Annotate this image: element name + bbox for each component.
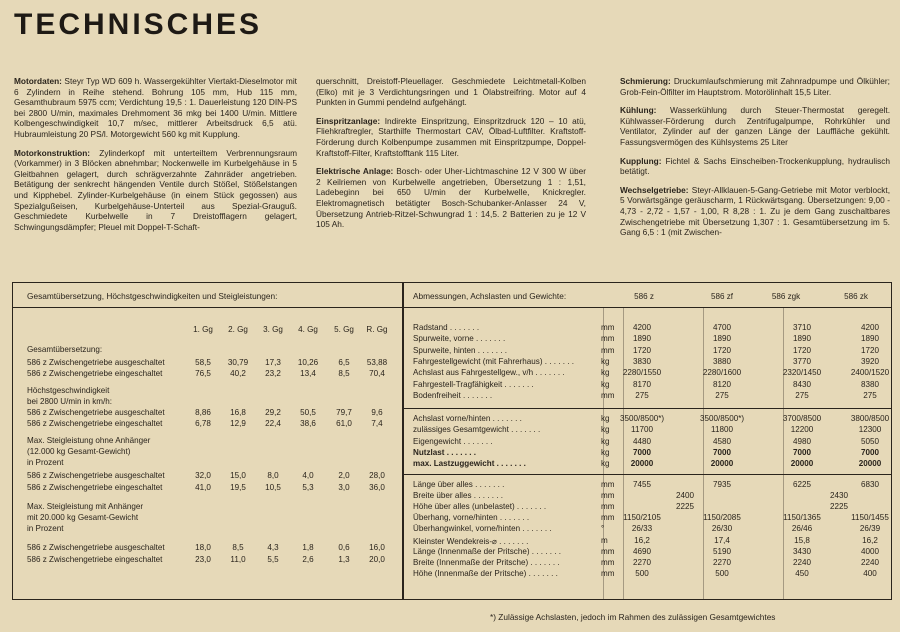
right-cell: 1150/2085 bbox=[703, 513, 741, 523]
right-cell: 1890 bbox=[860, 334, 879, 344]
left-cell: 7,4 bbox=[371, 419, 383, 428]
right-cell: 1720 bbox=[632, 345, 651, 355]
right-cell: 4690 bbox=[632, 546, 651, 556]
paragraph-text: Fichtel & Sachs Einscheiben-Trockenkupplung, hydraulisch betätigt. bbox=[620, 155, 890, 177]
unit-label: kg bbox=[601, 447, 610, 457]
text-column-3 bbox=[620, 76, 890, 246]
unit-label: mm bbox=[601, 502, 615, 512]
right-row-label: Eigengewicht . . . . . . . bbox=[413, 436, 493, 446]
unit-label: mm bbox=[601, 323, 615, 332]
unit-label: mm bbox=[601, 334, 615, 344]
left-cell: 23,0 bbox=[195, 555, 211, 564]
right-cell: 12200 bbox=[790, 425, 814, 435]
right-cell: 2240 bbox=[860, 557, 879, 567]
right-cell: 3880 bbox=[712, 356, 731, 366]
right-cell: 20000 bbox=[630, 459, 654, 469]
left-cell: 8,5 bbox=[338, 369, 350, 378]
right-cell: 8430 bbox=[792, 379, 811, 389]
right-row-label: Fahrgestellgewicht (mit Fahrerhaus) . . . . . . . bbox=[413, 356, 575, 366]
left-cell: 13,4 bbox=[300, 369, 316, 378]
right-cell: 2430 bbox=[829, 491, 848, 501]
left-row-label: in Prozent bbox=[27, 524, 64, 533]
left-row-label: in Prozent bbox=[27, 458, 64, 467]
left-cell: 15,0 bbox=[230, 471, 246, 480]
gear-header: 3. Gg bbox=[263, 325, 283, 334]
left-cell: 9,6 bbox=[371, 408, 383, 417]
right-cell: 2400 bbox=[675, 491, 694, 501]
right-table-header: Abmessungen, Achslasten und Gewichte: bbox=[413, 291, 567, 301]
left-cell: 18,0 bbox=[195, 543, 211, 552]
right-cell: 1890 bbox=[712, 334, 731, 344]
right-row-label: max. Lastzuggewicht . . . . . . . bbox=[413, 459, 526, 469]
paragraph-text: Druckumlaufschmierung mit Zahnradpumpe und Ölkühler; Grob-Fein-Ölfilter im Hauptstrom. Motorölinhalt 15,5 Liter. bbox=[620, 76, 890, 97]
left-cell: 1,8 bbox=[302, 543, 314, 552]
right-row-label: Spurweite, vorne . . . . . . . bbox=[413, 334, 506, 344]
left-cell: 4,0 bbox=[302, 471, 314, 480]
left-cell: 53,88 bbox=[366, 358, 388, 367]
paragraph-text: Steyr Typ WD 609 h. Wassergekühlter Viertakt-Dieselmotor mit 6 Zylindern in Reihe stehend. Bohrung 105 mm, Hub 115 mm, Gesamthubraum 5975 ccm; Verdichtung 19,5 : 1. Dauerleistung 120 DIN-PS bei 2800 U/min, maximales Drehmoment 36 mkg bei 1400 U/min. Mittlere Kolbengeschwindigkeit 10,7 m/sec, mittlerer Arbeitsdruck 6,5 atü. Hubraumleistung 20 PS/l. Motorgewicht 560 kg mit Kupplung. bbox=[14, 76, 297, 139]
right-cell: 275 bbox=[635, 390, 649, 400]
left-cell: 6,78 bbox=[195, 419, 211, 428]
unit-label: mm bbox=[601, 390, 615, 400]
unit-label: mm bbox=[601, 568, 615, 578]
left-cell: 1,3 bbox=[338, 555, 350, 564]
column-divider bbox=[623, 308, 624, 599]
left-cell: 12,9 bbox=[230, 419, 246, 428]
right-cell: 11700 bbox=[631, 425, 653, 435]
left-cell: 19,5 bbox=[230, 483, 246, 492]
left-cell: 30,79 bbox=[227, 358, 249, 367]
right-cell: 11800 bbox=[711, 425, 733, 435]
text-column-1 bbox=[14, 76, 297, 240]
model-header: 586 zf bbox=[710, 292, 734, 301]
right-cell: 3920 bbox=[860, 356, 879, 366]
unit-label: mm bbox=[601, 491, 615, 501]
left-row-label: 586 z Zwischengetriebe eingeschaltet bbox=[27, 419, 163, 428]
right-cell: 7935 bbox=[712, 480, 731, 489]
left-cell: 17,3 bbox=[265, 358, 281, 367]
right-cell: 3710 bbox=[792, 323, 811, 332]
right-cell: 16,2 bbox=[634, 535, 650, 545]
column-divider bbox=[703, 308, 704, 599]
left-row-label: 586 z Zwischengetriebe eingeschaltet bbox=[27, 369, 163, 378]
left-cell: 5,3 bbox=[302, 483, 314, 492]
right-cell: 2270 bbox=[632, 557, 651, 567]
right-cell: 500 bbox=[715, 568, 729, 578]
paragraph bbox=[620, 185, 890, 238]
right-cell: 2400/1520 bbox=[850, 368, 890, 378]
left-cell: 23,2 bbox=[265, 369, 281, 378]
left-row-label: (12.000 kg Gesamt-Gewicht) bbox=[27, 447, 131, 456]
paragraph-heading: Elektrische Anlage: bbox=[316, 166, 394, 177]
left-row-label: bei 2800 U/min in km/h: bbox=[27, 397, 113, 406]
right-cell: 4480 bbox=[632, 436, 651, 446]
left-cell: 8,86 bbox=[195, 408, 211, 417]
right-cell: 8170 bbox=[632, 379, 651, 389]
left-cell: 70,4 bbox=[369, 369, 385, 378]
paragraph-heading: Kupplung: bbox=[620, 155, 662, 166]
column-divider bbox=[603, 308, 604, 599]
right-row-label: Achslast aus Fahrgestellgew., v/h . . . . . . . bbox=[413, 368, 565, 378]
left-cell: 2,6 bbox=[302, 555, 314, 564]
left-row-label: 586 z Zwischengetriebe ausgeschaltet bbox=[27, 543, 165, 552]
paragraph-text: Zylinderkopf mit unterteiltem Verbrennungsraum (Vorkammer) in 3 Blöcken abnehmbar; Nockenwelle im Kurbelgehäuse in 5 Gleitbahnen gelagert, durch schrägverzahnte Zahnräder angetrieben. Betätigung der senkrecht hängenden Ventile durch Stößel, Stößelstangen und Kipphebel. Zylinder-Kurbelgehäuse (in einem Stück gegossen) aus Spezialgußeisen, Kurbelgehäuse-Unterteil aus Spezial-Grauguß. Geschmiedete Kurbelwelle in 7 Dreistofflagern gelagert, Schwingungsdämpfer; Pleuel mit Doppel-T-Schaft- bbox=[14, 147, 297, 232]
paragraph-text: Indirekte Einspritzung, Einspritzdruck 120 – 10 atü, Fliehkraftregler, Starthilfe Thermostart CAV, Ölbad-Luftfilter. Kraftstoff-Förderung durch Kolbenpumpe zusammen mit Einspritzpumpe, Doppel-Kraftstoff-Filter, Kraftstofftank 115 Liter. bbox=[316, 115, 586, 158]
right-cell: 4580 bbox=[712, 436, 731, 446]
right-cell: 275 bbox=[715, 390, 729, 400]
left-cell: 20,0 bbox=[369, 555, 385, 564]
gear-header: 2. Gg bbox=[228, 325, 248, 334]
paragraph bbox=[316, 116, 586, 158]
unit-label: mm bbox=[601, 513, 615, 523]
right-row-label: Bodenfreiheit . . . . . . . bbox=[413, 390, 493, 400]
left-row-label: 586 z Zwischengetriebe ausgeschaltet bbox=[27, 408, 165, 417]
right-cell: 1890 bbox=[632, 334, 651, 344]
right-cell: 3430 bbox=[792, 546, 811, 556]
paragraph-text: Bosch- oder Uher-Lichtmaschine 12 V 300 W über 2 Keilriemen von Kurbelwelle angetrieben, Übersetzung 1 : 1,51, Ladebeginn bei 650 U/min der Kurbelwelle, Knickregler. Elektromagnetisch betätigter Bosch-Schubanker-Anlasser 24 V, Übersetzung Antrieb-Ritzel-Schwungrad 1 : 14,5. 2 Batterien zu je 12 V 105 Ah. bbox=[316, 166, 587, 230]
left-cell: 10,26 bbox=[297, 358, 319, 367]
right-row-label: Radstand . . . . . . . bbox=[413, 323, 480, 332]
right-cell: 26/46 bbox=[791, 524, 813, 534]
unit-label: kg bbox=[601, 459, 610, 469]
left-cell: 16,8 bbox=[230, 408, 246, 417]
unit-label: kg bbox=[601, 379, 610, 389]
paragraph-text: Wasserkühlung durch Steuer-Thermostat geregelt. Kühlwasser-Förderung durch Zentrifugalpumpe, Rohrkühler und Ventilator, Zylinder auf der ganzen Länge der Lauffläche gekühlt. Fassungsvermögen des Kühlsystems 25 Liter bbox=[620, 105, 891, 147]
right-cell: 1890 bbox=[792, 334, 811, 344]
unit-label: ° bbox=[601, 524, 605, 534]
right-cell: 3500/8500*) bbox=[619, 414, 665, 423]
paragraph bbox=[620, 76, 890, 97]
paragraph-text: Steyr-Allklauen-5-Gang-Getriebe mit Motor verblockt, 5 Vorwärtsgänge geräuscharm, 1 Rückwärtsgang. Übersetzungen: 9,00 - 4,73 - 2,72 - 1,57 - 1,00, R 8,28 : 1. Zu je dem Gang zuschaltbares Zwischengetriebe mit Übersetzung 1,307 : 1. Gesamtübersetzung im 5. Gang 6,5 : 1 (mit Zwischen- bbox=[620, 184, 890, 238]
left-cell: 38,6 bbox=[300, 419, 316, 428]
right-cell: 2240 bbox=[792, 557, 811, 567]
left-cell: 36,0 bbox=[369, 483, 385, 492]
right-cell: 4200 bbox=[860, 323, 879, 332]
right-cell: 4700 bbox=[712, 323, 731, 332]
paragraph bbox=[620, 105, 890, 147]
gear-header: 1. Gg bbox=[193, 325, 213, 334]
left-cell: 0,6 bbox=[338, 543, 350, 552]
right-cell: 26/39 bbox=[859, 524, 881, 534]
left-cell: 3,0 bbox=[338, 483, 350, 492]
gear-header: 5. Gg bbox=[334, 325, 354, 334]
right-cell: 8380 bbox=[860, 379, 879, 389]
left-cell: 22,4 bbox=[265, 419, 281, 428]
right-row-label: Überhangwinkel, vorne/hinten . . . . . . . bbox=[413, 524, 552, 534]
table-header-rule bbox=[13, 307, 891, 308]
right-cell: 2225 bbox=[675, 502, 694, 512]
left-row-label: 586 z Zwischengetriebe eingeschaltet bbox=[27, 555, 163, 564]
left-cell: 58,5 bbox=[195, 358, 211, 367]
paragraph-text: querschnitt, Dreistoff-Pleuellager. Geschmiedete Leichtmetall-Kolben (Elko) mit je 3 Verdichtungsringen und 1 Ölabstreifring. Motor auf 4 Punkten in Gummi pendelnd aufgehängt. bbox=[316, 76, 586, 108]
paragraph bbox=[316, 166, 586, 230]
right-cell: 12300 bbox=[858, 425, 882, 435]
spec-table bbox=[12, 282, 892, 600]
right-cell: 5050 bbox=[860, 436, 879, 446]
left-cell: 16,0 bbox=[369, 543, 385, 552]
right-cell: 1720 bbox=[860, 345, 879, 355]
paragraph bbox=[14, 76, 297, 140]
right-cell: 275 bbox=[795, 390, 809, 400]
right-row-label: Überhang, vorne/hinten . . . . . . . bbox=[413, 513, 530, 523]
right-cell: 3800/8500 bbox=[850, 414, 890, 423]
right-cell: 17,4 bbox=[714, 535, 730, 545]
right-cell: 4980 bbox=[792, 436, 811, 446]
group-separator bbox=[403, 408, 891, 409]
unit-label: kg bbox=[601, 436, 610, 446]
right-row-label: Höhe über alles (unbelastet) . . . . . . . bbox=[413, 502, 547, 512]
right-cell: 6830 bbox=[860, 480, 879, 489]
left-row-label: 586 z Zwischengetriebe ausgeschaltet bbox=[27, 471, 165, 480]
right-row-label: Länge über alles . . . . . . . bbox=[413, 480, 505, 489]
unit-label: kg bbox=[601, 356, 610, 366]
text-column-2 bbox=[316, 76, 586, 238]
right-row-label: Breite (Innenmaße der Pritsche) . . . . . . . bbox=[413, 557, 560, 567]
left-cell: 50,5 bbox=[300, 408, 316, 417]
left-cell: 61,0 bbox=[336, 419, 352, 428]
left-cell: 40,2 bbox=[230, 369, 246, 378]
left-cell: 29,2 bbox=[265, 408, 281, 417]
right-cell: 1150/1365 bbox=[783, 513, 821, 523]
left-row-label: Höchstgeschwindigkeit bbox=[27, 386, 110, 395]
right-row-label: Kleinster Wendekreis-⌀ . . . . . . . bbox=[413, 536, 529, 546]
left-cell: 2,0 bbox=[338, 471, 350, 480]
right-row-label: Nutzlast . . . . . . . bbox=[413, 447, 476, 457]
unit-label: mm bbox=[601, 546, 615, 556]
unit-label: mm bbox=[601, 480, 615, 489]
left-row-label: Gesamtübersetzung: bbox=[27, 345, 103, 354]
left-cell: 10,5 bbox=[265, 483, 281, 492]
right-cell: 2270 bbox=[712, 557, 731, 567]
unit-label: mm bbox=[601, 557, 615, 567]
model-header: 586 zgk bbox=[771, 292, 801, 301]
left-row-label: mit 20.000 kg Gesamt-Gewicht bbox=[27, 513, 139, 522]
right-cell: 1720 bbox=[792, 345, 811, 355]
right-cell: 1150/2105 bbox=[623, 513, 661, 523]
right-cell: 3770 bbox=[792, 356, 811, 366]
gear-header: 4. Gg bbox=[298, 325, 318, 334]
paragraph-heading: Wechselgetriebe: bbox=[620, 184, 689, 195]
right-cell: 2320/1450 bbox=[782, 368, 822, 378]
left-cell: 41,0 bbox=[195, 483, 211, 492]
left-row-label: Max. Steigleistung mit Anhänger bbox=[27, 502, 144, 511]
right-row-label: Höhe (Innenmaße der Pritsche) . . . . . . . bbox=[413, 568, 558, 578]
right-cell: 6225 bbox=[792, 480, 811, 489]
right-cell: 20000 bbox=[710, 459, 734, 469]
footnote: *) Zulässige Achslasten, jedoch im Rahmen des zulässigen Gesamtgewichtes bbox=[490, 612, 776, 622]
right-cell: 3700/8500 bbox=[782, 414, 822, 423]
right-cell: 500 bbox=[635, 568, 649, 578]
table-divider bbox=[402, 283, 404, 599]
paragraph-heading: Einspritzanlage: bbox=[316, 115, 381, 126]
right-cell: 2280/1600 bbox=[702, 368, 742, 378]
unit-label: kg bbox=[601, 425, 610, 435]
right-cell: 26/33 bbox=[631, 524, 653, 534]
right-cell: 20000 bbox=[858, 459, 882, 469]
right-cell: 1720 bbox=[712, 345, 731, 355]
left-cell: 28,0 bbox=[369, 471, 385, 480]
right-cell: 7000 bbox=[632, 447, 651, 457]
column-divider bbox=[783, 308, 784, 599]
left-cell: 32,0 bbox=[195, 471, 211, 480]
right-cell: 20000 bbox=[790, 459, 814, 469]
left-row-label: Max. Steigleistung ohne Anhänger bbox=[27, 436, 151, 445]
right-cell: 15,8 bbox=[794, 535, 810, 545]
paragraph bbox=[14, 148, 297, 233]
unit-label: mm bbox=[601, 345, 615, 355]
unit-label: kg bbox=[601, 414, 610, 423]
unit-label: kg bbox=[601, 368, 610, 378]
right-cell: 450 bbox=[795, 568, 809, 578]
paragraph bbox=[316, 76, 586, 108]
left-cell: 8,0 bbox=[267, 471, 279, 480]
right-cell: 7000 bbox=[712, 447, 731, 457]
paragraph-heading: Kühlung: bbox=[620, 105, 657, 116]
left-row-label: 586 z Zwischengetriebe ausgeschaltet bbox=[27, 358, 165, 367]
page-title: TECHNISCHES bbox=[14, 8, 263, 41]
right-row-label: zulässiges Gesamtgewicht . . . . . . . bbox=[413, 425, 541, 435]
paragraph-heading: Motordaten: bbox=[14, 76, 62, 86]
left-cell: 5,5 bbox=[267, 555, 279, 564]
paragraph-heading: Motorkonstruktion: bbox=[14, 147, 91, 158]
unit-label: m bbox=[601, 535, 608, 545]
right-cell: 400 bbox=[863, 568, 877, 578]
right-row-label: Breite über alles . . . . . . . bbox=[413, 491, 503, 501]
right-cell: 2225 bbox=[829, 502, 848, 512]
paragraph bbox=[620, 156, 890, 177]
left-cell: 4,3 bbox=[267, 543, 279, 552]
right-cell: 3830 bbox=[632, 356, 651, 366]
right-cell: 1150/1455 bbox=[851, 513, 889, 523]
right-cell: 2280/1550 bbox=[622, 368, 662, 378]
model-header: 586 zk bbox=[844, 292, 868, 301]
right-row-label: Länge (Innenmaße der Pritsche) . . . . . . . bbox=[413, 546, 562, 556]
right-cell: 4200 bbox=[632, 323, 651, 332]
right-cell: 5190 bbox=[712, 546, 731, 556]
left-cell: 76,5 bbox=[195, 369, 211, 378]
right-cell: 3500/8500*) bbox=[699, 414, 745, 423]
right-row-label: Achslast vorne/hinten . . . . . . . bbox=[413, 414, 522, 423]
gear-header: R. Gg bbox=[366, 325, 388, 334]
right-row-label: Spurweite, hinten . . . . . . . bbox=[413, 345, 508, 355]
left-cell: 8,5 bbox=[232, 543, 244, 552]
right-cell: 8120 bbox=[712, 379, 731, 389]
left-table-header: Gesamtübersetzung, Höchstgeschwindigkeiten und Steigleistungen: bbox=[27, 291, 278, 301]
right-cell: 16,2 bbox=[862, 535, 878, 545]
right-cell: 7455 bbox=[632, 480, 651, 489]
right-cell: 4000 bbox=[860, 546, 879, 556]
right-cell: 7000 bbox=[860, 447, 879, 457]
left-cell: 6,5 bbox=[338, 358, 350, 367]
right-cell: 7000 bbox=[792, 447, 811, 457]
model-header: 586 z bbox=[634, 292, 654, 301]
right-cell: 26/30 bbox=[711, 524, 733, 534]
left-cell: 79,7 bbox=[336, 408, 352, 417]
paragraph-heading: Schmierung: bbox=[620, 76, 671, 86]
right-cell: 275 bbox=[863, 390, 877, 400]
right-row-label: Fahrgestell-Tragfähigkeit . . . . . . . bbox=[413, 379, 534, 389]
left-cell: 11,0 bbox=[230, 555, 246, 564]
left-row-label: 586 z Zwischengetriebe eingeschaltet bbox=[27, 483, 163, 492]
group-separator bbox=[403, 474, 891, 475]
